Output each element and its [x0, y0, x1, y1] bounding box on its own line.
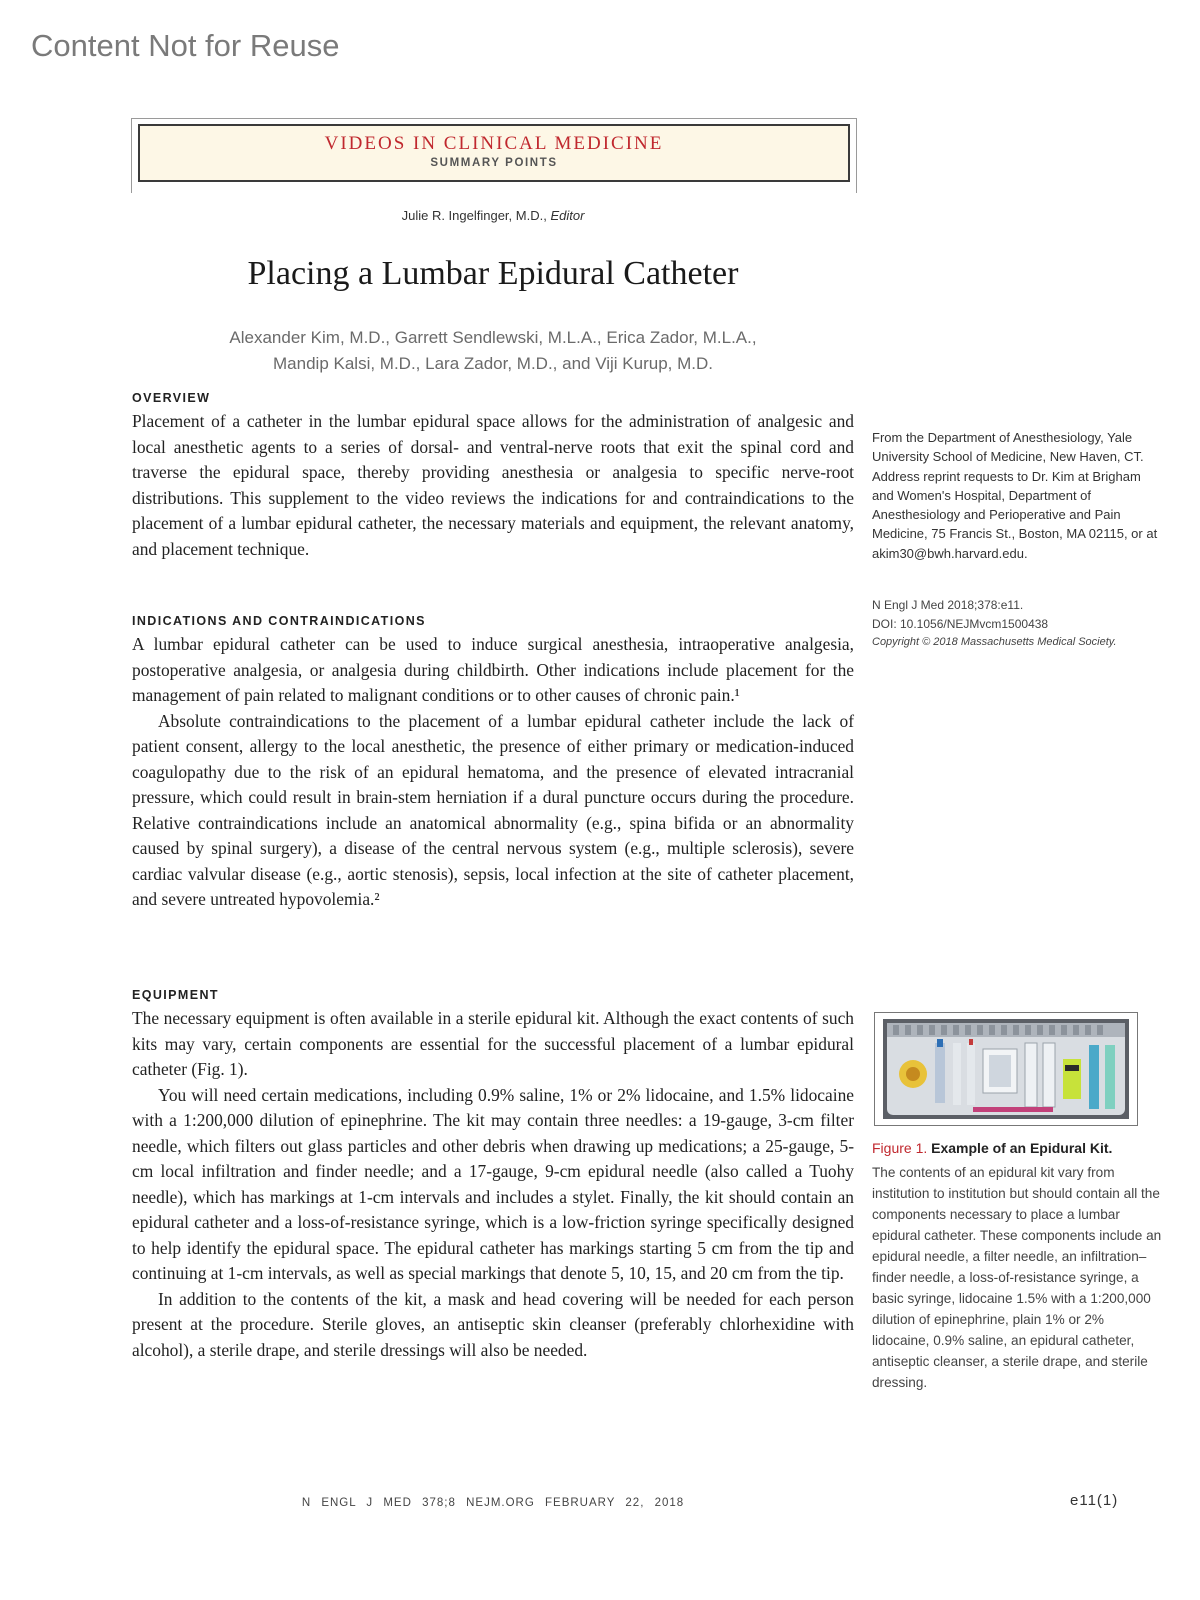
section-title: VIDEOS IN CLINICAL MEDICINE	[324, 133, 664, 154]
figure-number: Figure 1.	[872, 1140, 928, 1156]
author-list	[131, 325, 855, 377]
equipment-heading: EQUIPMENT	[132, 988, 219, 1002]
page-number: e11(1)	[1070, 1492, 1119, 1509]
indications-heading: INDICATIONS AND CONTRAINDICATIONS	[132, 614, 426, 628]
footer-site: NEJM.ORG	[466, 1497, 535, 1509]
figure-1-frame	[874, 1012, 1138, 1126]
indications-section	[132, 614, 854, 913]
copyright-text: Copyright © 2018 Massachusetts Medical Society.	[872, 636, 1117, 648]
section-header-box	[138, 124, 850, 182]
indications-paragraph-1: A lumbar epidural catheter can be used to induce surgical anesthesia, intraoperative analgesia, postoperative analgesia, or analgesia during childbirth. Other indications include placement for the management of pain related to malignant conditions or to other causes of chronic pain.¹	[132, 634, 854, 705]
epidural-kit-image	[883, 1019, 1129, 1119]
section-subtitle: SUMMARY POINTS	[430, 157, 558, 169]
overview-heading: OVERVIEW	[132, 391, 211, 405]
citation-block	[872, 596, 1162, 652]
editor-name: Julie R. Ingelfinger, M.D.,	[401, 208, 551, 223]
affiliation-text: From the Department of Anesthesiology, Yale University School of Medicine, New Haven, CT. Address reprint requests to Dr. Kim at Brigham and Women's Hospital, Department of Anesthesiology and Perioperative and Pain Medicine, 75 Francis St., Boston, MA 02115, or at akim30@bwh.harvard.edu.	[872, 430, 1158, 561]
figure-title: Example of an Epidural Kit.	[931, 1140, 1113, 1156]
article-title: Placing a Lumbar Epidural Catheter	[247, 255, 739, 292]
footer-journal: N ENGL J MED 378;8	[301, 1497, 456, 1509]
author-line-2: Mandip Kalsi, M.D., Lara Zador, M.D., and Viji Kurup, M.D.	[273, 354, 713, 373]
equipment-section	[132, 988, 854, 1363]
figure-label	[872, 1140, 1162, 1156]
affiliation-note	[872, 428, 1162, 563]
indications-paragraph-2: Absolute contraindications to the placement of a lumbar epidural catheter include the lack of patient consent, allergy to the local anesthetic, the presence of either primary or medication-induced coagulopathy due to the risk of an epidural hematoma, and the presence of elevated intracranial pressure, which could result in brain-stem herniation if a dural puncture occurs during the procedure. Relative contraindications include an anatomical abnormality (e.g., spina bifida or an abnormality caused by spinal surgery), a disease of the central nervous system (e.g., multiple sclerosis), severe cardiac valvular disease (e.g., aortic stenosis), sepsis, local infection at the site of catheter placement, and severe untreated hypovolemia.²	[132, 710, 854, 909]
author-line-1: Alexander Kim, M.D., Garrett Sendlewski, M.L.A., Erica Zador, M.L.A.,	[229, 328, 757, 347]
editor-role: Editor	[550, 208, 585, 223]
equipment-paragraph-3: In addition to the contents of the kit, a mask and head covering will be needed for each person present at the procedure. Sterile gloves, an antiseptic skin cleanser (preferably chlorhexidine with alcohol), a sterile drape, and sterile dressings will also be needed.	[132, 1288, 854, 1360]
equipment-paragraph-1: The necessary equipment is often available in a sterile epidural kit. Although the exact contents of such kits may vary, certain components are essential for the successful placement of a lumbar epidural catheter (Fig. 1).	[132, 1008, 854, 1079]
doi-text: DOI: 10.1056/NEJMvcm1500438	[872, 616, 1049, 631]
page-footer	[131, 1497, 855, 1509]
figure-1-caption	[872, 1140, 1162, 1393]
watermark: Content Not for Reuse	[31, 28, 340, 63]
footer-date: FEBRUARY 22, 2018	[545, 1497, 685, 1509]
editor-line	[131, 208, 855, 223]
equipment-paragraph-2: You will need certain medications, including 0.9% saline, 1% or 2% lidocaine, and 1.5% lidocaine with a 1:200,000 dilution of epinephrine. The kit may contain three needles: a 19-gauge, 3-cm filter needle, which filters out glass particles and other debris when drawing up medications; a 25-gauge, 5-cm local infiltration and finder needle; and a 17-gauge, 9-cm epidural needle (also called a Tuohy needle), which has markings at 1-cm intervals and includes a stylet. Finally, the kit should contain an epidural catheter and a loss-of-resistance syringe, which is a low-friction syringe specifically designed to help identify the epidural space. The epidural catheter has markings starting 5 cm from the tip and continuing at 1-cm intervals, as well as special markings that denote 5, 10, 15, and 20 cm from the tip.	[132, 1084, 854, 1283]
overview-paragraph: Placement of a catheter in the lumbar epidural space allows for the administration of analgesic and local anesthetic agents to a series of dorsal- and ventral-nerve roots that exit the spinal cord and traverse the epidural space, thereby providing anesthesia or analgesia to specific nerve-root distributions. This supplement to the video reviews the indications for and contraindications to the placement of a lumbar epidural catheter, the necessary materials and equipment, the relevant anatomy, and placement technique.	[132, 411, 854, 559]
overview-section	[132, 391, 854, 562]
citation-text: N Engl J Med 2018;378:e11.	[872, 598, 1024, 612]
figure-caption-text: The contents of an epidural kit vary from institution to institution but should contain all the components necessary to place a lumbar epidural catheter. These components include an epidural needle, a filter needle, an infiltration–finder needle, a loss-of-resistance syringe, a basic syringe, lidocaine 1.5% with a 1:200,000 dilution of epinephrine, plain 1% or 2% lidocaine, 0.9% saline, an epidural catheter, antiseptic cleanser, a sterile drape, and sterile dressing.	[872, 1165, 1162, 1390]
